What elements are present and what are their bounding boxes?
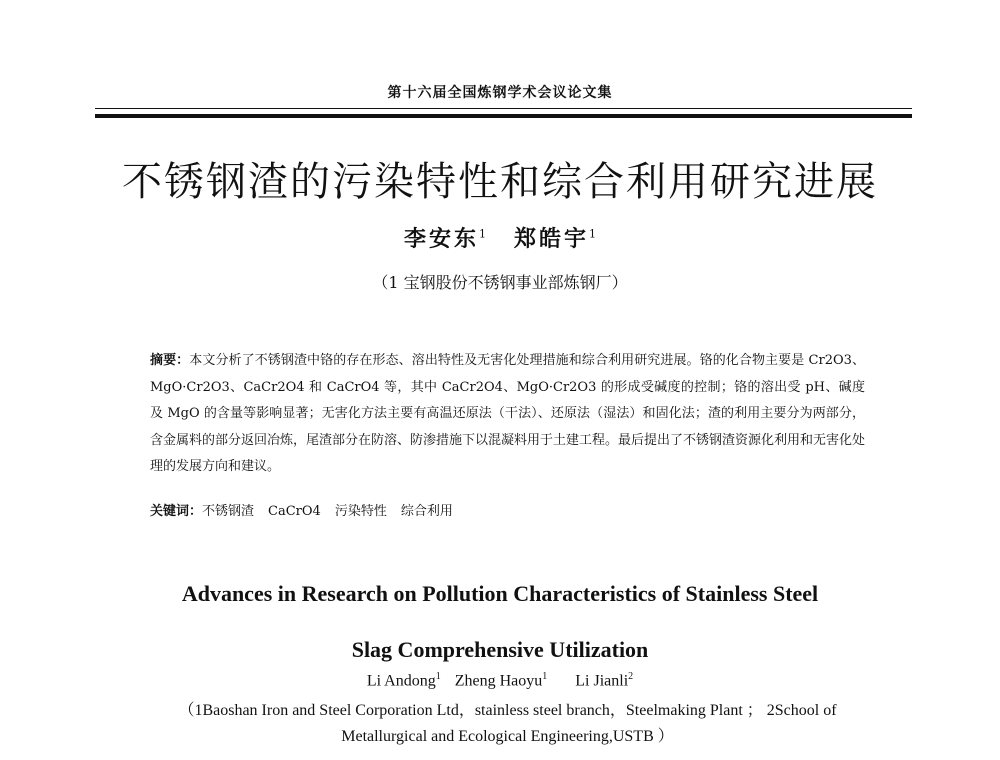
abstract-text: 本文分析了不锈钢渣中铬的存在形态、溶出特性及无害化处理措施和综合利用研究进展。铬的化合物主要是 Cr2O3、MgO·Cr2O3、CaCr2O4 和 CaCrO4 等，其中 CaCr2O4、MgO·Cr2O3 的形成受碱度的控制；铬的溶出受 pH、碱度及 MgO 的含量等影响显著；无害化方法主要有高温还原法（干法）、还原法（湿法）和固化法；渣的利用主要分为两部分，含金属料的部分返回冶炼，尾渣部分在防溶、防渗措施下以混凝料用于土建工程。最后提出了不锈钢渣资源化利用和无害化处理的发展方向和建议。: [150, 353, 866, 474]
english-title: [0, 566, 1000, 678]
english-authors: [0, 671, 1000, 690]
header-rule-thin: [95, 108, 912, 109]
english-title-line2: Slag Comprehensive Utilization: [351, 637, 649, 662]
author-en-name: Li Andong: [366, 672, 436, 690]
english-title-line1: Advances in Research on Pollution Characteristics of Stainless Steel: [181, 581, 819, 606]
english-affiliation: （1Baoshan Iron and Steel Corporation Ltd，stainless steel branch，Steelmaking Plant ； 2School of Metallurgical and Ecological Engineering,USTB ）: [178, 702, 837, 745]
author-en-name: Li Jianli: [575, 672, 629, 690]
author-en-affil-mark: 1: [542, 671, 548, 682]
abstract-label: 摘要：: [150, 353, 190, 368]
keyword: CaCrO4: [268, 504, 321, 519]
keywords: [150, 500, 865, 519]
keyword: 综合利用: [400, 504, 453, 519]
header-rule-thick: [95, 114, 912, 118]
author-cn-name: 郑皓宇: [514, 226, 590, 252]
author-cn-affil-mark: 1: [479, 227, 486, 241]
author-en-name: Zheng Haoyu: [454, 672, 543, 690]
chinese-authors: [0, 222, 1000, 253]
author-en-affil-mark: 1: [435, 671, 441, 682]
chinese-title: 不锈钢渣的污染特性和综合利用研究进展: [122, 159, 878, 205]
keywords-label: 关键词：: [150, 504, 203, 519]
keyword: 不锈钢渣: [202, 504, 255, 519]
proceedings-header: 第十六届全国炼钢学术会议论文集: [387, 85, 613, 101]
keyword: 污染特性: [334, 504, 387, 519]
author-cn-name: 李安东: [403, 226, 479, 252]
author-cn-affil-mark: 1: [589, 227, 597, 241]
author-en-affil-mark: 2: [628, 671, 634, 682]
chinese-abstract: [150, 348, 865, 481]
chinese-affiliation: （1 宝钢股份不锈钢事业部炼钢厂）: [372, 273, 628, 292]
